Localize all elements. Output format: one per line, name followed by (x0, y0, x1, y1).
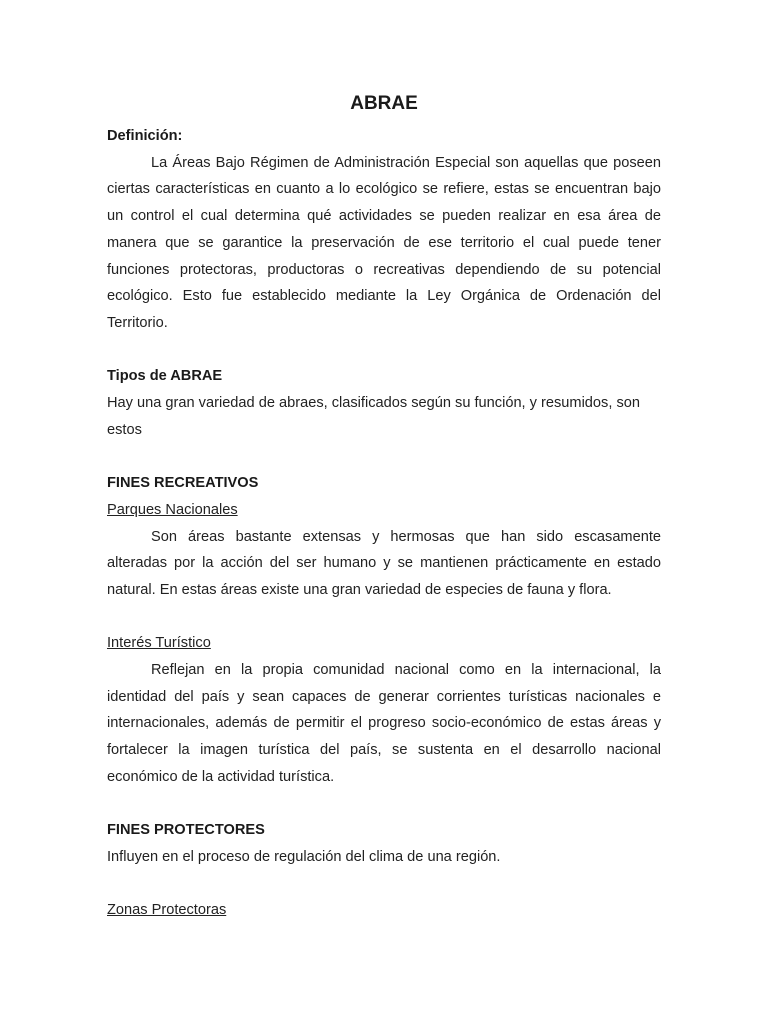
spacer (107, 443, 661, 470)
document-title: ABRAE (350, 93, 418, 114)
zonas-subheading: Zonas Protectoras (107, 902, 227, 919)
definition-heading: Definición: (107, 128, 183, 144)
interes-subheading: Interés Turístico (107, 635, 211, 652)
protectores-heading: FINES PROTECTORES (107, 822, 265, 839)
tipos-heading: Tipos de ABRAE (107, 368, 223, 385)
spacer (107, 604, 661, 631)
parques-paragraph: Son áreas bastante extensas y hermosas que han sido escasamente alteradas por la acción del ser humano y se mantienen prácticamente en estado natural. En estas áreas existe una gran variedad de especies de fauna y flora. (107, 528, 661, 598)
spacer (107, 871, 661, 898)
tipos-paragraph: Hay una gran variedad de abraes, clasificados según su función, y resumidos, son estos (107, 395, 640, 438)
spacer (107, 337, 661, 364)
spacer (107, 791, 661, 818)
interes-paragraph: Reflejan en la propia comunidad nacional como en la internacional, la identidad del país y sean capaces de generar corrientes turísticas nacionales e internacionales, además de permitir el progreso socio-económico de estas áreas y fortalecer la imagen turística del país, se sustenta en el desarrollo nacional económico de la actividad turística. (107, 662, 661, 785)
recreativos-heading: FINES RECREATIVOS (107, 475, 259, 492)
document-page (107, 88, 661, 924)
parques-subheading: Parques Nacionales (107, 501, 238, 518)
definition-paragraph: La Áreas Bajo Régimen de Administración Especial son aquellas que poseen ciertas características en cuanto a lo ecológico se refiere, estas se encuentran bajo un control el cual determina qué actividades se pueden realizar en esa área de manera que se garantice la preservación de ese territorio el cual puede tener funciones protectoras, productoras o recreativas dependiendo de su potencial ecológico. Esto fue establecido mediante la Ley Orgánica de Ordenación del Territorio. (107, 154, 661, 331)
protectores-paragraph: Influyen en el proceso de regulación del clima de una región. (107, 848, 501, 865)
